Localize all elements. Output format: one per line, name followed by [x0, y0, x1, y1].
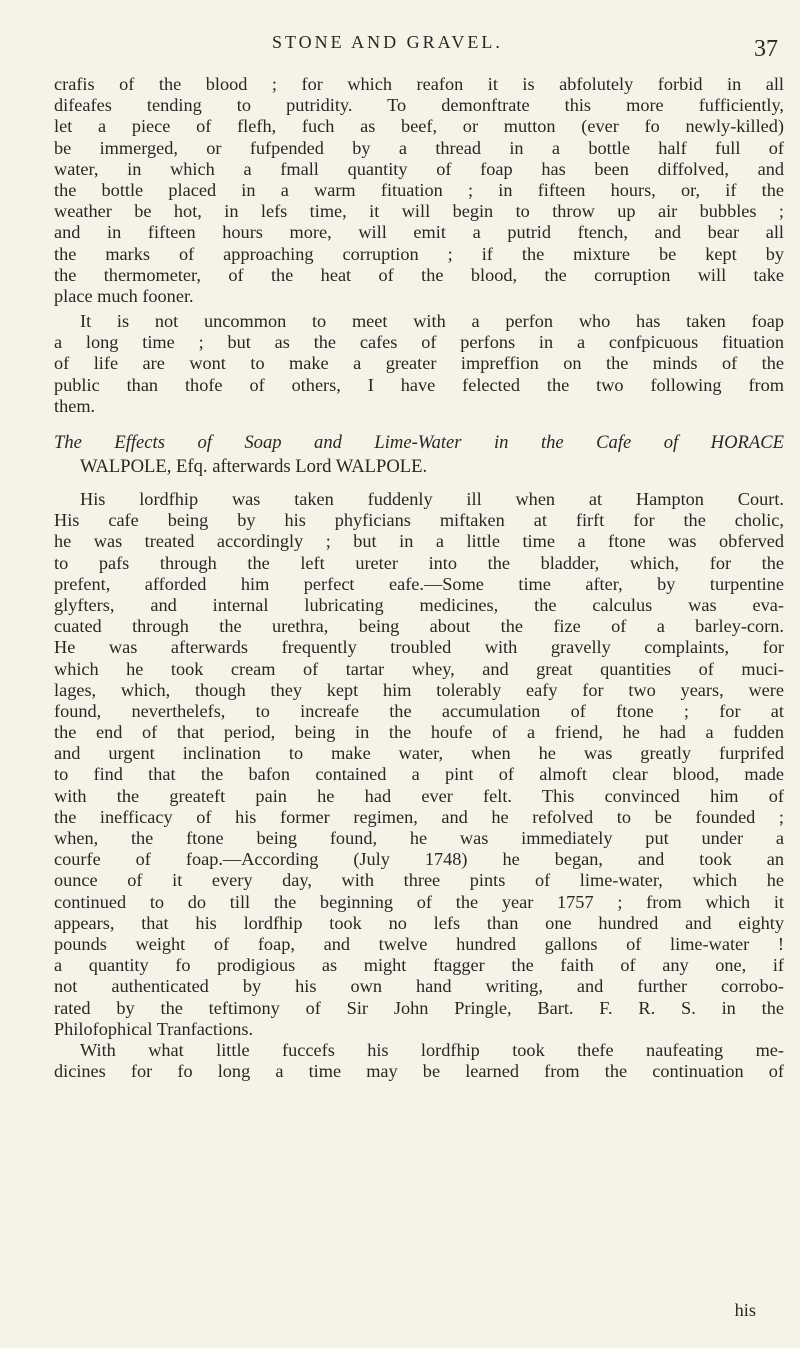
text-line: found, neverthelefs, to increafe the accumulation of ftone ; for at	[54, 700, 784, 721]
catchword: his	[734, 1300, 756, 1320]
text-line: and in fifteen hours more, will emit a putrid ftench, and bear all	[54, 222, 784, 243]
text-line: the inefficacy of his former regimen, and he refolved to be founded ;	[54, 806, 784, 827]
text-line: to find that the bafon contained a pint of almoft clear blood, made	[54, 764, 784, 785]
text-line: public than thofe of others, I have felected the two following from	[54, 374, 784, 395]
text-line: with the greateft pain he had ever felt. This convinced him of	[54, 785, 784, 806]
text-line: With what little fuccefs his lordfhip took thefe naufeating me-	[80, 1039, 784, 1060]
text-line: he was treated accordingly ; but in a little time a ftone was obferved	[54, 531, 784, 552]
text-line: dicines for fo long a time may be learned from the continuation of	[54, 1061, 784, 1082]
text-line: pounds weight of foap, and twelve hundred gallons of lime-water !	[54, 933, 784, 954]
text-line: His lordfhip was taken fuddenly ill when at Hampton Court.	[80, 489, 784, 509]
text-line: a long time ; but as the cafes of perfons in a confpicuous fituation	[54, 332, 784, 353]
text-line: be immerged, or fufpended by a thread in a bottle half full of	[54, 137, 784, 158]
text-line: of life are wont to make a greater impreffion on the minds of the	[54, 353, 784, 374]
text-line: a quantity fo prodigious as might ftagger the faith of any one, if	[54, 955, 784, 976]
text-line: Philofophical Tranfactions.	[54, 1018, 254, 1039]
page-header	[0, 24, 800, 64]
paragraph-1	[54, 74, 784, 307]
heading-line: WALPOLE, Efq. afterwards Lord WALPOLE.	[80, 456, 428, 477]
text-line: lages, which, though they kept him tolerably eafy for two years, were	[54, 679, 784, 700]
text-line: weather be hot, in lefs time, it will begin to throw up air bubbles ;	[54, 201, 784, 222]
text-line: appears, that his lordfhip took no lefs than one hundred and eighty	[54, 912, 784, 933]
text-line: difeafes tending to putridity. To demonftrate this more fufficiently,	[54, 95, 784, 116]
text-line: glyfters, and internal lubricating medicines, the calculus was eva-	[54, 594, 784, 615]
text-line: ounce of it every day, with three pints of lime-water, which he	[54, 870, 784, 891]
text-line: cuated through the urethra, being about the fize of a barley-corn.	[54, 616, 784, 637]
text-line: rated by the teftimony of Sir John Pringle, Bart. F. R. S. in the	[54, 997, 784, 1018]
paragraph-2	[54, 311, 784, 417]
text-line: courfe of foap.—According (July 1748) he began, and took an	[54, 849, 784, 870]
page-number: 37	[754, 36, 778, 62]
text-line: It is not uncommon to meet with a perfon who has taken foap	[80, 311, 784, 332]
text-line: the bottle placed in a warm fituation ; in fifteen hours, or, if the	[54, 179, 784, 200]
text-line: and urgent inclination to make water, when he was greatly furprifed	[54, 743, 784, 764]
text-line: the end of that period, being in the houfe of a friend, he had a fudden	[54, 722, 784, 743]
paragraph-4	[54, 1040, 784, 1082]
text-line: His cafe being by his phyficians miftaken at firft for the cholic,	[54, 510, 784, 531]
text-line: let a piece of flefh, fuch as beef, or mutton (ever fo newly-killed)	[54, 116, 784, 137]
text-line: which he took cream of tartar whey, and great quantities of muci-	[54, 658, 784, 679]
section-heading	[54, 431, 784, 479]
text-line: continued to do till the beginning of the year 1757 ; from which it	[54, 891, 784, 912]
text-line: He was afterwards frequently troubled with gravelly complaints, for	[54, 637, 784, 658]
text-line: the marks of approaching corruption ; if the mixture be kept by	[54, 243, 784, 264]
text-line: not authenticated by his own hand writing, and further corrobo-	[54, 976, 784, 997]
text-line: them.	[54, 395, 96, 416]
text-line: to pafs through the left ureter into the bladder, which, for the	[54, 552, 784, 573]
text-line: when, the ftone being found, he was immediately put under a	[54, 828, 784, 848]
running-head: STONE AND GRAVEL.	[272, 32, 503, 52]
paragraph-3	[54, 489, 784, 1040]
text-line: water, in which a fmall quantity of foap has been diffolved, and	[54, 158, 784, 179]
text-line: crafis of the blood ; for which reafon it is abfolutely forbid in all	[54, 74, 784, 94]
text-line: the thermometer, of the heat of the blood, the corruption will take	[54, 264, 784, 285]
text-line: place much fooner.	[54, 285, 194, 306]
body-text	[54, 74, 784, 1082]
heading-line: The Effects of Soap and Lime-Water in the Cafe of HORACE	[54, 432, 784, 453]
text-line: prefent, afforded him perfect eafe.—Some time after, by turpentine	[54, 573, 784, 594]
